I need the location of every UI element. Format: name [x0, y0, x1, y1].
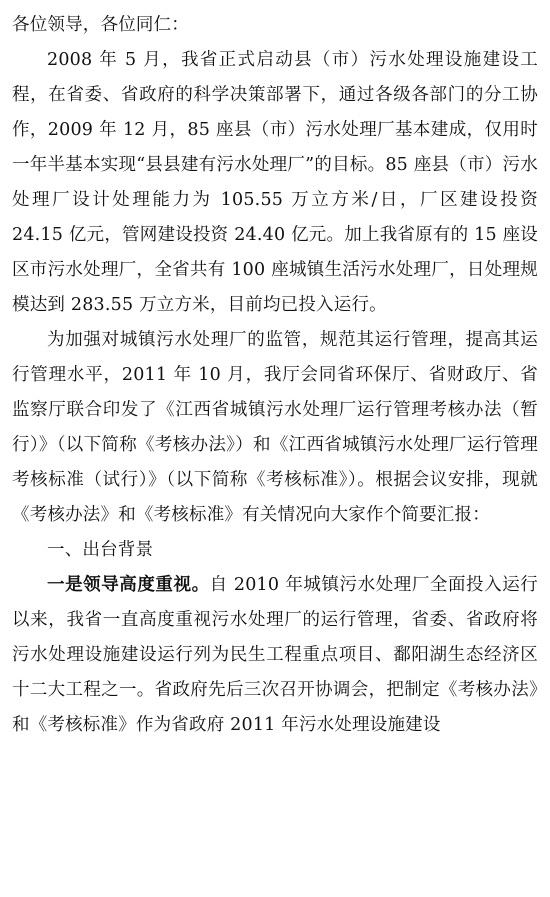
paragraph-lead-bold: 一是领导高度重视。	[47, 575, 210, 595]
section-heading: 一、出台背景	[47, 540, 154, 560]
paragraph-background-construction: 2008 年 5 月，我省正式启动县（市）污水处理设施建设工程，在省委、省政府的科学决策部署下，通过各级各部门的分工协作，2009 年 12 月，85 座县（市）污水处理厂基本建成，仅用时一年半基本实现“县县建有污水处理厂”的目标。85 座县（市）污水处理厂设计处理能力为 105.55 万立方米/日，厂区建设投资 24.15 亿元，管网建设投资 24.40 亿元。加上我省原有的 15 座设区市污水处理厂，全省共有 100 座城镇生活污水处理厂，日处理规模达到 283.55 万立方米，目前均已投入运行。	[12, 50, 538, 315]
paragraph-leadership-attention	[12, 568, 538, 743]
paragraph-regulation-issuance: 为加强对城镇污水处理厂的监管，规范其运行管理，提高其运行管理水平，2011 年 10 月，我厅会同省环保厅、省财政厅、省监察厅联合印发了《江西省城镇污水处理厂运行管理考核办法（暂行）》（以下简称《考核办法》）和《江西省城镇污水处理厂运行管理考核标准（试行）》（以下简称《考核标准》）。根据会议安排，现就《考核办法》和《考核标准》有关情况向大家作个简要汇报：	[12, 330, 538, 525]
paragraph-body-text: 自 2010 年城镇污水处理厂全面投入运行以来，我省一直高度重视污水处理厂的运行管理，省委、省政府将污水处理设施建设运行列为民生工程重点项目、鄱阳湖生态经济区十二大工程之一。省政府先后三次召开协调会，把制定《考核办法》和《考核标准》作为省政府 2011 年污水处理设施建设	[12, 575, 538, 735]
greeting: 各位领导，各位同仁：	[12, 15, 189, 35]
